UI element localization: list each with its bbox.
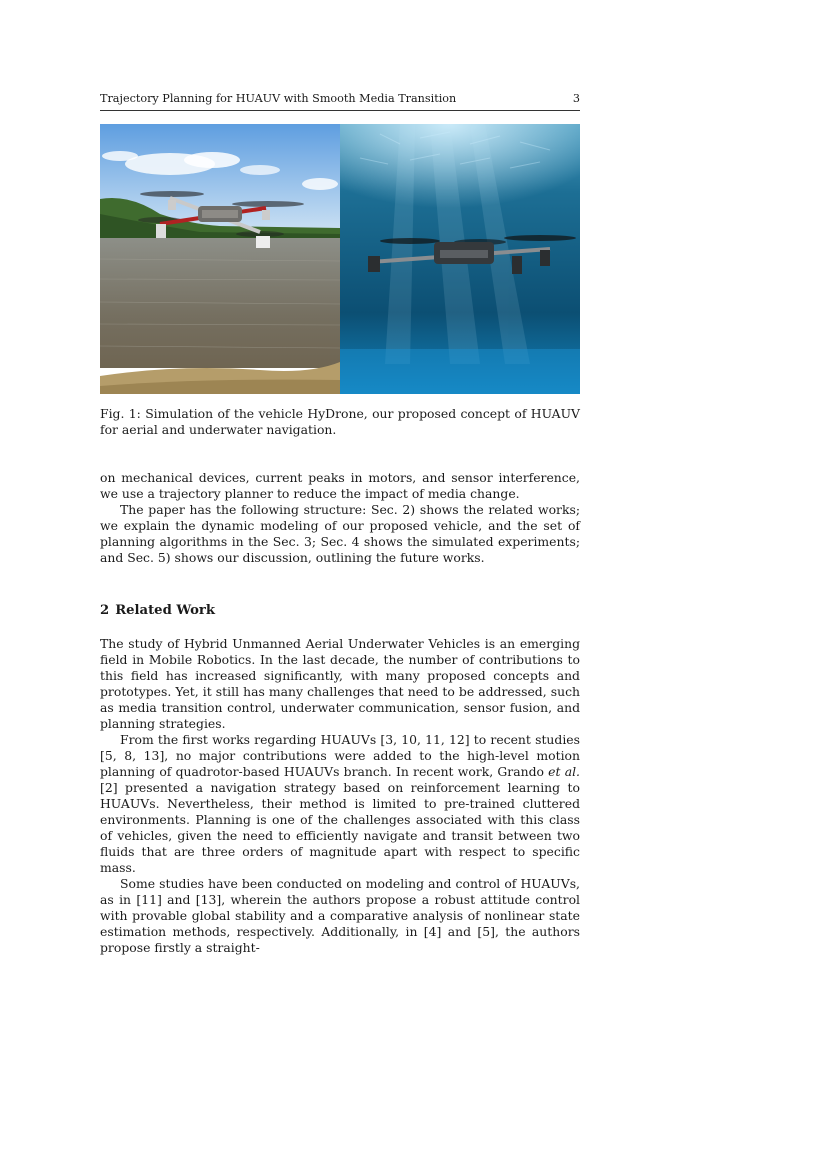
underwater-scene-image [340, 124, 580, 394]
section-heading [100, 603, 221, 618]
italic-text: et al. [548, 764, 580, 779]
paragraph-text: [2] presented a navigation strategy based on reinforcement learning to HUAUVs. Nevertheless, their method is limited to pre-trained cluttered environments. Planning is one of the challenges associated with this class of vehicles, given the need to efficiently navigate and transit between two fluids that are three orders of magnitude apart with respect to specific mass. [100, 780, 580, 875]
page-number: 3 [572, 92, 580, 105]
intro-paragraph: on mechanical devices, current peaks in motors, and sensor interference, we use a trajectory planner to reduce the impact of media change. [100, 470, 580, 501]
figure-hydrone-simulation [100, 124, 580, 394]
related-work-paragraph: The study of Hybrid Unmanned Aerial Underwater Vehicles is an emerging field in Mobile Robotics. In the last decade, the number of contributions to this field has increased significantly, with many proposed concepts and prototypes. Yet, it still has many challenges that need to be addressed, such as media transition control, underwater communication, sensor fusion, and planning strategies. [100, 636, 580, 731]
aerial-scene-image [100, 124, 340, 394]
running-title: Trajectory Planning for HUAUV with Smooth Media Transition [100, 92, 457, 105]
related-work-paragraph [100, 732, 580, 876]
related-work-paragraph: Some studies have been conducted on modeling and control of HUAUVs, as in [11] and [13], wherein the authors propose a robust attitude control with provable global stability and a comparative analysis of nonlinear state estimation methods, respectively. Additionally, in [4] and [5], the authors propose firstly a straight- [100, 876, 580, 955]
section-number: 2 [100, 603, 110, 618]
section-title: Related Work [115, 603, 216, 618]
paragraph-text: From the first works regarding HUAUVs [3, 10, 11, 12] to recent studies [5, 8, 13], no major contributions were added to the high-level motion planning of quadrotor-based HUAUVs branch. In recent work, Grando [100, 732, 580, 779]
figure-caption: Fig. 1: Simulation of the vehicle HyDrone, our proposed concept of HUAUV for aerial and underwater navigation. [100, 406, 580, 437]
underwater-scene-illustration [340, 124, 580, 394]
intro-text [100, 470, 580, 566]
related-work-text [100, 636, 580, 956]
aerial-scene-illustration [100, 124, 340, 394]
running-header [100, 92, 580, 111]
intro-paragraph: The paper has the following structure: Sec. 2) shows the related works; we explain the dynamic modeling of our proposed vehicle, and the set of planning algorithms in the Sec. 3; Sec. 4 shows the simulated experiments; and Sec. 5) shows our discussion, outlining the future works. [100, 502, 580, 565]
